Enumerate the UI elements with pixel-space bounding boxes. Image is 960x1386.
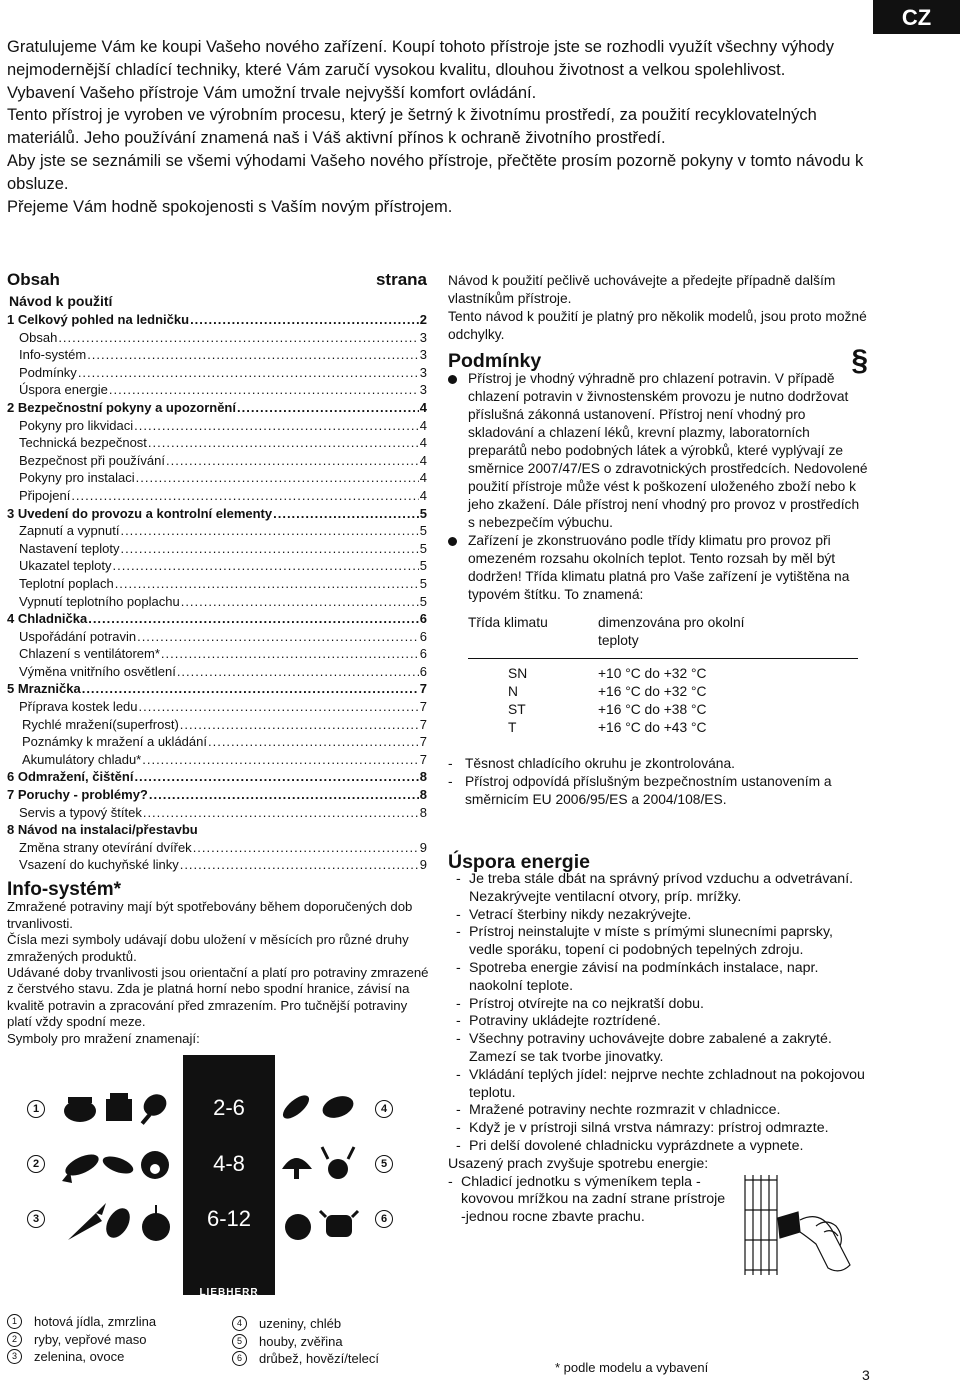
toc-row [7,752,427,770]
legend-number: 5 [232,1334,247,1349]
toc-leader-dots [180,857,419,872]
food-icons-left [60,1085,180,1275]
toc-row-label: Zapnutí a vypnutí [19,523,120,539]
table-divider [468,658,858,659]
toc-leader-dots [190,312,419,327]
toc-row [7,523,427,541]
toc-row-label: 8 Návod na instalaci/přestavbu [7,822,198,838]
info-title: Info-systém* [7,879,122,900]
toc-row [7,347,427,365]
climate-row [468,701,868,719]
toc-leader-dots [120,523,418,538]
toc-leader-dots [134,418,419,433]
climate-class: ST [508,702,526,717]
legend-column [7,1313,217,1366]
toc-leader-dots [115,576,419,591]
toc-row-page: 3 [419,364,427,380]
period-label: 4-8 [213,1151,245,1176]
deer-icon [322,1147,354,1179]
bread-icon [320,1092,357,1122]
toc-row-label: Bezpečnost při používání [19,452,165,468]
conditions-header [448,344,868,377]
legend-item [7,1331,217,1349]
toc-row-page: 7 [419,734,427,750]
toc-row-label: Výměna vnitřního osvětlení [19,663,176,679]
icecream-icon [139,1090,170,1125]
legend-number: 2 [7,1332,22,1347]
toc-row-label: Nastavení teploty [19,540,120,556]
toc-leader-dots [237,400,419,415]
toc-row-label: Pokyny pro instalaci [19,470,135,486]
toc-leader-dots [193,840,419,855]
language-badge: CZ [873,0,960,34]
toc-row-page: 4 [419,399,427,415]
legend-item [7,1313,217,1331]
toc-row-page: 5 [419,558,427,574]
period-label: 6-12 [206,1206,252,1231]
freezing-symbols-diagram [25,1055,405,1298]
info-paragraph: Zmražené potraviny mají být spotřebovány během doporučených dob trvanlivosti. [7,899,413,931]
toc-row-page: 4 [419,452,427,468]
legend-text: drůbež, hovězí/telecí [259,1351,379,1367]
toc-leader-dots [161,646,419,661]
toc-row-page: 6 [419,611,427,627]
toc-row-page: 4 [419,435,427,451]
toc-row-page: 9 [419,857,427,873]
toc-row [7,769,427,787]
toc-row-page: 7 [419,699,427,715]
condition-bullet: Zařízení je zkonstruováno podle třídy klimatu pro provoz při omezeném rozsahu okolních teplot. Tento rozsah by měl být dodržen! Třída klimatu platná pro Vaše zařízení je vytištěna na typovém štítku. To znamená: [448,532,868,604]
toc-row-page: 2 [419,312,427,327]
toc-row-label: Podmínky [19,364,77,380]
conditions-title: Podmínky [448,350,542,372]
toc-row [7,330,427,348]
period-label: 2-6 [213,1095,245,1120]
section-sign-icon: § [851,344,868,377]
energy-item: - Je treba stále dbát na správný prívod vzduchu a odvetrávaní. Nezakrývejte ventilacní otvory, príp. mrížky. [456,871,868,907]
info-paragraph: Udávané doby trvanlivosti jsou orientační a platí pro potraviny zmrazené z čerstvého stavu. Zda je platná horní nebo spodní hranice, závisí na kvalitě potravin a zpracování před zmrazením. Pro tučnější potraviny platí vždy spodní meze. [7,965,429,1030]
toc-row-label: Obsah [19,329,58,345]
footnote: * podle modelu a vybavení [555,1360,709,1375]
notice-paragraph: Návod k použití pečlivě uchovávejte a předejte případně dalším vlastníkům přístroje. [448,273,836,306]
toc-leader-dots [82,681,419,696]
toc-leader-dots [142,752,419,767]
toc-leader-dots [181,594,419,609]
toc-row-page: 3 [419,382,427,398]
toc-leader-dots [87,347,419,362]
toc-leader-dots [148,435,419,450]
toc-row-page: 7 [419,716,427,732]
toc-row [7,734,427,752]
toc-row [7,805,427,823]
toc-row [7,857,427,875]
legend-text: ryby, vepřové maso [34,1331,147,1347]
legend-number: 6 [232,1351,247,1366]
toc-row-label: Rychlé mražení(superfrost) [22,716,179,732]
brand-logo: LIEBHERR [199,1287,259,1298]
toc-row-label: 7 Poruchy - problémy? [7,787,148,803]
chicken-icon [285,1214,311,1240]
pig-icon [141,1151,169,1179]
legend-number: 4 [232,1316,247,1331]
toc-leader-dots [180,717,419,732]
info-paragraph: Symboly pro mražení znamenají: [7,1030,200,1046]
toc-row-label: Změna strany otevírání dvířek [19,839,192,855]
toc-row-label: 2 Bezpečnostní pokyny a upozornění [7,399,236,415]
toc-row-label: Info-systém [19,347,87,363]
toc-row-label: 6 Odmražení, čištění [7,769,134,785]
toc-leader-dots [134,769,418,784]
toc-row-label: Chlazení s ventilátorem* [19,646,160,662]
climate-row [468,683,868,701]
page-number: 3 [862,1367,870,1383]
toc-row-label: Technická bezpečnost [19,435,147,451]
toc-leader-dots [113,558,419,573]
toc-row-page: 6 [419,628,427,644]
toc-row-page: 3 [419,329,427,345]
toc-row-label: Úspora energie [19,382,108,398]
climate-range: +10 °C do +32 °C [598,666,707,681]
intro-paragraph: Tento přístroj je vyroben ve výrobním procesu, který je šetrný k životnímu prostředí, za použití recyklovatelných materiálů. Jeho používání znamená naš i Váš aktivní přínos k ochraně životního prostředí. [7,106,817,148]
toc-row-label: 4 Chladnička [7,611,88,627]
toc-row [7,699,427,717]
carrot-icon [68,1203,106,1240]
climate-class-table [468,614,868,737]
pot-icon [64,1097,96,1122]
marker-1: 1 [27,1100,45,1118]
toc-row-page: 8 [419,787,427,803]
notice-paragraph: Tento návod k použití je platný pro několik modelů, jsou proto možné odchylky. [448,309,867,342]
climate-range: +16 °C do +38 °C [598,702,707,717]
info-paragraph: Čísla mezi symboly udávají dobu uložení v měsících pro různé druhy zmražených produktů. [7,932,409,964]
toc-row-page: 4 [419,417,427,433]
toc-row [7,681,427,699]
toc-row [7,664,427,682]
legend-item [232,1350,442,1368]
toc-row [7,594,427,612]
toc-row-label: 5 Mraznička [7,681,81,697]
toc-row-page: 4 [419,470,427,486]
climate-class: N [508,684,518,699]
toc-row-page: 9 [419,839,427,855]
toc-leader-dots [88,611,419,626]
fish-icon [62,1150,102,1183]
toc-row [7,717,427,735]
legend-item [7,1348,217,1366]
toc-row-page: 3 [419,347,427,363]
legend-number: 1 [7,1314,22,1329]
marker-4: 4 [375,1100,393,1118]
toc-leader-dots [71,488,418,503]
toc-leader-dots [58,330,418,345]
toc-rows [7,312,427,875]
toc-row [7,541,427,559]
toc-row [7,629,427,647]
climate-row [468,719,868,737]
climate-header-range: dimenzována pro okolní teploty [598,615,745,648]
toc-leader-dots [109,382,419,397]
table-of-contents [7,270,427,875]
toc-row [7,611,427,629]
toc-leader-dots [177,664,419,679]
toc-row-page: 8 [419,769,427,785]
legend-text: zelenina, ovoce [34,1349,125,1365]
marker-3: 3 [27,1210,45,1228]
climate-header-class: Třída klimatu [468,615,548,630]
dust-item: - Chladicí jednotku s výmeníkem tepla -kovovou mrížkou na zadní strane prístroje -jednou rocne zbavte prachu. [448,1174,726,1227]
toc-leader-dots [166,453,419,468]
cleaning-brush-illustration [740,1170,870,1280]
energy-item: - Pri delší dovolené chladnicku vyprázdnete a vypnete. [456,1138,868,1156]
toc-row [7,787,427,805]
intro-paragraph: Aby jste se seznámili se všemi výhodami Vašeho nového přístroje, přečtěte prosím pozorně pokyny v tomto návodu k obsluze. [7,151,864,193]
toc-row [7,453,427,471]
legend-item [232,1315,442,1333]
toc-page-label: strana [375,270,427,289]
energy-item: - Potraviny ukládejte roztrídené. [456,1013,868,1031]
toc-row-page: 6 [419,663,427,679]
toc-row [7,488,427,506]
toc-row [7,506,427,524]
condition-bullet: Přístroj je vhodný výhradně pro chlazení potravin. V případě chlazení potravin v živnostenském provozu je nutno dodržovat příslušná zákonná ustanovení. Přístroj není vhodný pro skladování a chlazení léků, krevní plazmy, laboratorních preparátů nebo podobných látek a výrobků, které vyplývají ze směrnice 2007/47/ES o zdravotnických prostředcích. Nedovolené použití přístroje může vést k poškození uloženého zboží nebo k jeho zkažení. Dále přístroj není vhodný pro provoz v prostředích s nebezpečím výbuchu. [448,370,868,532]
toc-row [7,470,427,488]
toc-row-page: 5 [419,505,427,521]
toc-row-label: Připojení [19,487,71,503]
toc-row [7,822,427,840]
toc-row-label: 1 Celkový pohled na ledničku [7,312,190,327]
sausage-icon [280,1091,313,1122]
climate-table-header [468,614,868,650]
apple-icon [142,1205,170,1241]
toc-row-label: Teplotní poplach [19,575,114,591]
toc-header [7,270,427,290]
mushroom-icon [282,1158,312,1179]
toc-row [7,576,427,594]
legend-text: uzeniny, chléb [259,1316,342,1332]
toc-row-page: 5 [419,523,427,539]
toc-row-label: Akumulátory chladu* [22,751,142,767]
toc-row [7,435,427,453]
pepper-icon [101,1204,134,1242]
toc-leader-dots [149,787,419,802]
right-column [448,272,868,1227]
toc-leader-dots [78,365,419,380]
toc-row-label: Ukazatel teploty [19,558,112,574]
toc-row-page: 7 [419,751,427,767]
toc-row-label: Vypnutí teplotního poplachu [19,593,180,609]
toc-row [7,400,427,418]
climate-class: T [508,720,517,735]
toc-leader-dots [137,629,419,644]
legend-number: 3 [7,1349,22,1364]
toc-row [7,418,427,436]
toc-row [7,558,427,576]
climate-row [468,665,868,683]
toc-row-label: Poznámky k mražení a ukládání [22,734,207,750]
energy-item: - Mražené potraviny nechte rozmrazit v chladnicce. [456,1102,868,1120]
toc-subtitle: Návod k použití [9,293,113,309]
energy-title: Úspora energie [448,851,590,873]
toc-row [7,382,427,400]
energy-item: - Všechny potraviny uchovávejte dobre zabalené a zakryté. Zamezí se tak tvorbe jinovatky. [456,1031,868,1067]
toc-row [7,312,427,330]
energy-item: - Prístroj otvírejte na co nejkratší dobu. [456,996,868,1014]
toc-row-page: 5 [419,540,427,556]
toc-leader-dots [273,506,419,521]
marker-5: 5 [375,1155,393,1173]
toc-title: Obsah [7,270,60,289]
marker-6: 6 [375,1210,393,1228]
legend-item [232,1333,442,1351]
toc-leader-dots [143,805,419,820]
climate-range: +16 °C do +32 °C [598,684,707,699]
energy-item: - Vetrací šterbiny nikdy nezakrývejte. [456,907,868,925]
compliance-notes [448,755,868,809]
toc-row-page: 8 [419,804,427,820]
toc-row-page: 5 [419,575,427,591]
cake-icon [106,1093,132,1121]
compliance-item: - Těsnost chladícího okruhu je zkontrolována. [448,755,868,773]
intro-paragraph: Přejeme Vám hodně spokojenosti s Vaším novým přístrojem. [7,197,453,216]
toc-row-page: 5 [419,593,427,609]
toc-row-label: Servis a typový štítek [19,804,142,820]
toc-row [7,365,427,383]
toc-row-page: 7 [419,681,427,697]
legend-text: houby, zvěřina [259,1333,343,1349]
info-system-section [7,879,432,1047]
energy-item: - Spotreba energie závisí na podmínkách instalace, napr. naokolní teplote. [456,960,868,996]
toc-row-label: Pokyny pro likvidaci [19,417,134,433]
energy-item: - Prístroj neinstalujte v míste s prímými slunecními paprsky, vedle sporáku, topení ci podobných tepelných zdroju. [456,924,868,960]
toc-row-label: Vsazení do kuchyňské linky [19,857,179,873]
toc-row-page: 6 [419,646,427,662]
climate-range: +16 °C do +43 °C [598,720,707,735]
marker-2: 2 [27,1155,45,1173]
compliance-item: - Přístroj odpovídá příslušným bezpečnostním ustanovením a směrnicím EU 2006/95/ES a 2004/108/ES. [448,773,868,809]
toc-leader-dots [136,470,419,485]
fish-icon-2 [101,1153,136,1177]
intro-text [7,36,867,218]
dust-intro: Usazený prach zvyšuje spotrebu energie: [448,1155,709,1172]
toc-row [7,646,427,664]
cow-icon [320,1211,358,1237]
toc-leader-dots [208,734,419,749]
toc-row-label: Uspořádání potravin [19,628,137,644]
toc-row-page: 4 [419,487,427,503]
climate-class: SN [508,666,528,681]
toc-leader-dots [139,699,419,714]
toc-leader-dots [120,541,418,556]
legend-text: hotová jídla, zmrzlina [34,1314,157,1330]
toc-row-label: Příprava kostek ledu [19,699,138,715]
energy-item: - Když je v prístroji silná vrstva námrazy: prístroj odmrazte. [456,1120,868,1138]
intro-paragraph: Gratulujeme Vám ke koupi Vašeho nového zařízení. Koupí tohoto přístroje jste se rozhodli využít všechny výhody nejmodernější chladící techniky, které Vám zaručí vysokou kvalitu, dlouhou životnost a velkou spolehlivost. [7,38,834,79]
energy-item: - Vkládání teplých jídel: nejprve nechte zchladnout na pokojovou teplotu. [456,1067,868,1103]
legend-column [232,1315,442,1368]
food-icons-right [280,1085,375,1275]
toc-row-label: 3 Uvedení do provozu a kontrolní elementy [7,505,273,521]
toc-row [7,840,427,858]
intro-paragraph: Vybavení Vašeho přístroje Vám umožní trvale nejvyšší komfort ovládání. [7,83,537,102]
